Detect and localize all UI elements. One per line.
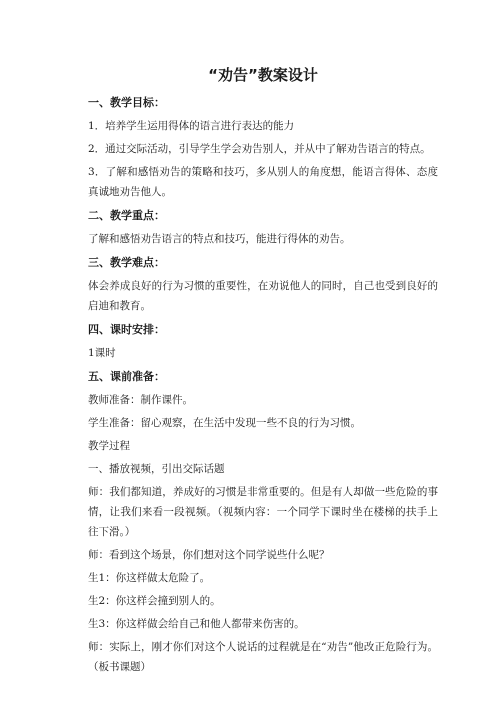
section-heading-objectives: 一、教学目标： [88,96,165,109]
document-title: “劝告”教案设计 [208,66,318,84]
teaching-process-label: 教学过程 [88,440,130,452]
dialogue-student-1: 生1：你这样做太危险了。 [88,572,211,584]
dialogue-student-2: 生2：你这样会撞到别人的。 [88,595,221,607]
schedule-text: 1课时 [88,347,116,359]
teacher-preparation: 教师准备：制作课件。 [88,394,193,406]
section-heading-preparation: 五、课前准备： [88,370,165,383]
section-heading-schedule: 四、课时安排： [88,323,165,336]
objective-item-2: 2．通过交际活动，引导学生学会劝告别人，并从中了解劝告语言的特点。 [88,143,431,155]
process-step-1-heading: 一、播放视频，引出交际话题 [88,463,225,475]
objective-item-1: 1．培养学生运用得体的语言进行表达的能力 [88,120,295,132]
student-preparation: 学生准备：留心观察，在生活中发现一些不良的行为习惯。 [88,417,361,429]
section-heading-difficulties: 三、教学难点： [88,256,165,269]
dialogue-teacher-2: 师：看到这个场景，你们想对这个同学说些什么呢？ [88,549,330,561]
dialogue-student-3: 生3：你这样做会给自己和他人都带来伤害的。 [88,618,305,630]
dialogue-teacher-3: 师：实际上，刚才你们对这个人说话的过程就是在“劝告”他改正危险行为。（板书课题） [88,641,438,673]
dialogue-teacher-1: 师：我们都知道，养成好的习惯是非常重要的。但是有人却做一些危险的事情，让我们来看一段视频。（视频内容：一个同学下课时坐在楼梯的扶手上往下滑。） [88,486,438,538]
key-point-text: 了解和感悟劝告语言的特点和技巧，能进行得体的劝告。 [88,233,351,245]
objective-item-3: 3．了解和感悟劝告的策略和技巧，多从别人的角度想，能语言得体、态度真诚地劝告他人。 [88,166,438,198]
section-heading-key-points: 二、教学重点： [88,209,165,222]
difficulty-text: 体会养成良好的行为习惯的重要性，在劝说他人的同时，自己也受到良好的启迪和教育。 [88,280,438,312]
